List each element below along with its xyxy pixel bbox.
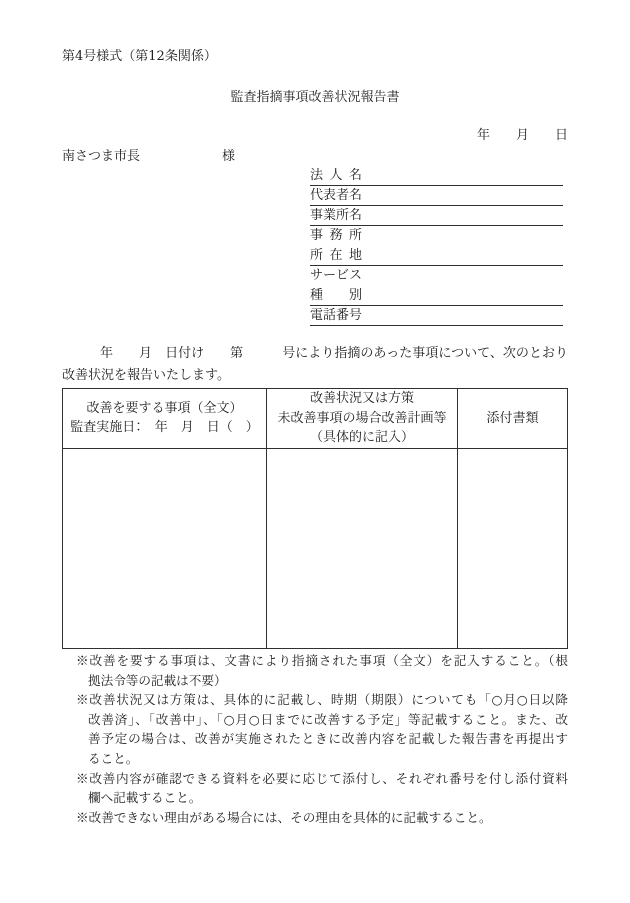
header-line: 未改善事項の場合改善計画等 [277,410,447,426]
field-office-name [310,206,563,226]
note-item [76,808,568,828]
intro-text-line: 改善状況を報告いたします。 [62,368,230,383]
field-office-location-line2 [310,246,563,266]
applicant-fields [310,166,563,326]
intro-text-line: 年 月 日付け 第 号により指摘のあった事項について、次のとおり [100,346,568,361]
header-cell-improvement-status [267,389,458,449]
note-item [76,769,568,808]
field-representative-name [310,186,563,206]
field-label: 代表者名 [310,188,363,203]
note-line: 拠法令等の記載は不要） [88,672,227,688]
note-line: 善予定の場合は、改善が実施されたときに改善内容を記載した報告書を再提出す [88,731,568,747]
header-cell-items-requiring-improvement [63,389,267,449]
note-line: ※改善できない理由がある場合には、その理由を具体的に記載すること。 [76,809,492,825]
cell-attachments [458,448,568,648]
note-line: ※改善を要する事項は、文書により指摘された事項（全文）を記入すること。（根 [76,653,568,668]
header-line: 添付書類 [486,410,539,426]
field-label: 事業所名 [310,208,363,223]
document-title: 監査指摘事項改善状況報告書 [230,90,400,105]
field-office-location-line1 [310,226,563,246]
header-cell-attachments [458,389,568,449]
table-row [63,448,568,648]
form-number: 第4号様式（第12条関係） [62,49,217,64]
header-line: 改善を要する事項（全文） [86,400,243,416]
field-corporation-name [310,166,563,186]
field-label: 所 在 地 [310,248,362,263]
header-line: 改善状況又は方策 [309,391,414,406]
field-phone-number [310,306,563,326]
note-line: ※改善内容が確認できる資料を必要に応じて添付し、それぞれ番号を付し添付資料 [76,770,568,786]
field-label: 電話番号 [310,308,363,323]
date-line: 年 月 日 [476,128,568,143]
note-line: ること。 [88,750,139,766]
header-line: （具体的に記入） [309,430,414,445]
table-header-row [63,389,568,449]
field-service-type-line2 [310,286,563,306]
field-label: 法 人 名 [310,168,362,183]
improvement-status-table [62,388,568,649]
notes [76,651,568,827]
note-line: ※改善状況又は方策は、具体的に記載し、時期（期限）についても「○月○日以降 [76,692,568,708]
field-service-type-line1 [310,266,563,286]
note-item [76,690,568,768]
recipient-honorific: 様 [222,149,236,164]
field-label: 事 務 所 [310,228,362,243]
field-label: サービス [310,268,363,283]
recipient-name: 南さつま市長 [62,149,141,164]
header-line: 監査実施日： 年 月 日（ ） [70,420,259,436]
note-line: 欄へ記載すること。 [88,790,202,806]
field-label: 種 別 [310,288,363,303]
cell-items-requiring-improvement [63,448,267,648]
note-line: 改善済」、「改善中」、「○月○日までに改善する予定」等記載すること。また、改 [88,711,568,727]
note-item [76,651,568,690]
cell-improvement-status [267,448,458,648]
